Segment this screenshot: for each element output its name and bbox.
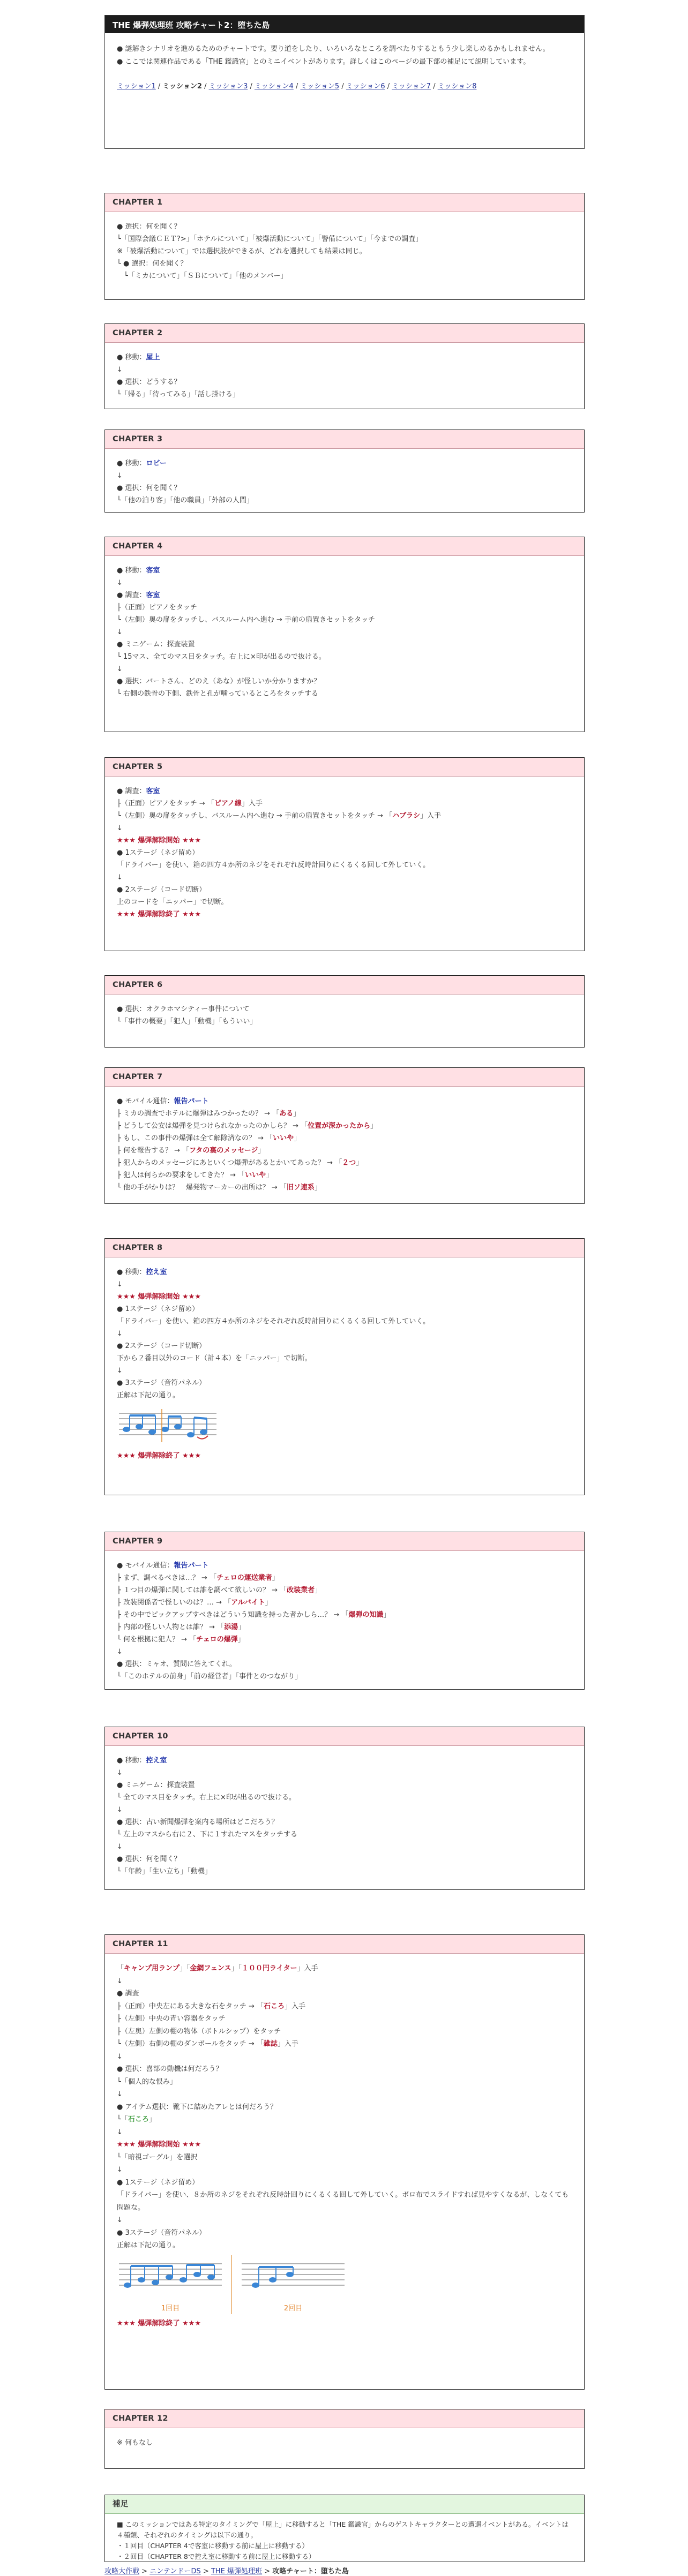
- chapter-line: ● 1ステージ（ネジ留め）: [117, 2178, 199, 2187]
- arrow: ↓: [117, 2128, 123, 2136]
- answer: いいや: [245, 1171, 266, 1179]
- text: ├ まず、調べるべきは…？ → 「: [117, 1574, 217, 1582]
- arrow: ↓: [117, 1330, 123, 1338]
- inv-target: 客室: [146, 787, 160, 795]
- text: 「: [117, 1964, 124, 1972]
- options-line: └「他の泊り客」「他の職員」「外部の人間」: [117, 496, 253, 504]
- chapter-5: [104, 757, 585, 951]
- defuse-start: ★★★ 爆弾解除開始 ★★★: [117, 2141, 201, 2149]
- breadcrumb-sep: >: [200, 2567, 211, 2575]
- move-label: ● 移動：: [117, 1757, 146, 1765]
- chapter-line: ● アイテム選択：靴下に詰めたアレとは何だろう？: [117, 2103, 278, 2111]
- breadcrumb-sep: >: [139, 2567, 150, 2575]
- move-label: ● 移動：: [117, 1268, 146, 1276]
- defuse-end: ★★★ 爆弾解除終了 ★★★: [117, 2319, 201, 2328]
- qa-line: [117, 1132, 572, 1144]
- breadcrumb-current: 攻略チャート：堕ちた島: [272, 2567, 349, 2575]
- chapter-title: CHAPTER 9: [105, 1532, 584, 1551]
- move-line: [117, 1754, 572, 1767]
- arrow: ↓: [117, 1648, 123, 1656]
- chapter-title: CHAPTER 10: [105, 1727, 584, 1746]
- chapter-2: [104, 323, 585, 409]
- mission-link[interactable]: ミッション8: [437, 82, 477, 91]
- chapter-line: ● 選択：ミャオ、質問に答えてくれ。: [117, 1660, 236, 1668]
- mobile-line: [117, 1560, 572, 1572]
- chapter-line: └「個人的な恨み」: [117, 2077, 177, 2086]
- answer: 位置が深かったから: [308, 1122, 371, 1130]
- chapter-line: └ 左上のマスから右に２、下に１すれたマスをタッチする: [117, 1831, 297, 1839]
- inv-line: [117, 589, 572, 601]
- chapter-7: [104, 1067, 585, 1204]
- arrow: ↓: [117, 1281, 123, 1289]
- text: 」: [265, 1599, 272, 1607]
- mission-nav: [117, 80, 572, 93]
- move-line: [117, 1266, 572, 1278]
- answer: アルバイト: [231, 1599, 265, 1607]
- inv-target: 客室: [146, 591, 160, 599]
- mob-target: 報告パート: [174, 1562, 209, 1570]
- text: ├ 改装関係者で怪しいのは？… → 「: [117, 1599, 231, 1607]
- chapter-line: └「暗視ゴーグル」を選択: [117, 2153, 198, 2161]
- music-notes-icon: [117, 1405, 219, 1448]
- mob-target: 報告パート: [174, 1097, 209, 1105]
- chapter-12: [104, 2409, 585, 2469]
- text: ├ １つ目の爆弾に関しては誰を調べて欲しいの？ → 「: [117, 1586, 287, 1594]
- mission-link[interactable]: ミッション5: [300, 82, 340, 91]
- answer: 爆弾の知識: [348, 1611, 384, 1619]
- chapter-line: ● 調査: [117, 1990, 139, 1998]
- text: 」: [294, 1134, 301, 1142]
- chapter-line: └「国際会議ＣＥＴ?>」「ホテルについて」「被爆活動について」「警備について」「今までの調査」: [117, 235, 423, 243]
- text: ├ 犯人からのメッセージにあといくつ爆弾があるとかいてあった？ → 「: [117, 1159, 342, 1167]
- text: 」: [258, 1147, 265, 1155]
- select-line: ● 選択：何を聞く？: [117, 484, 181, 492]
- music-staff-pair: [117, 2255, 572, 2315]
- chapter-line: └「ミカについて」「ＳＢについて」「他のメンバー」: [117, 272, 288, 280]
- chapter-line: └（左側）奥の扉をタッチし、バスルーム内へ進む → 手前の扇置きセットをタッチ: [117, 616, 375, 624]
- move-label: ● 移動：: [117, 353, 146, 361]
- music-notes-icon: [240, 2255, 347, 2298]
- text: └「: [117, 2115, 128, 2123]
- chapter-line: 「ドライバー」を使い、８か所のネジをそれぞれ反時計回りにくるくる回して外していく。ボロ布でスライドすれば見やすくなるが、しなくても問題な。: [117, 2191, 569, 2212]
- mission-link: ミッション2: [162, 82, 202, 91]
- arrow: ↓: [117, 2090, 123, 2098]
- chapter-line: ● ミニゲーム：探査装置: [117, 641, 195, 649]
- supplement-item: ・１回目（CHAPTER 4で客室に移動する前に屋上に移動する）: [117, 2542, 309, 2550]
- chapter-9: [104, 1532, 585, 1690]
- text: ├ どうして公安は爆弾を見つけられなかったのかしら？ → 「: [117, 1122, 308, 1130]
- chapter-line: [117, 2000, 572, 2013]
- mission-sep: /: [385, 82, 392, 91]
- answer: いいや: [273, 1134, 294, 1142]
- mob-label: ● モバイル通信：: [117, 1562, 174, 1570]
- intro-line-2: ● ここでは関連作品である「THE 鑑識官」とのミニイベントがあります。詳しくはこのページの最下部の補足にて説明しています。: [117, 58, 530, 66]
- mission-link[interactable]: ミッション3: [208, 82, 248, 91]
- intro-box: [104, 15, 585, 149]
- mission-sep: /: [293, 82, 301, 91]
- mission-link[interactable]: ミッション4: [255, 82, 294, 91]
- qa-line: [117, 1169, 572, 1181]
- staff-label-first: 1回目: [161, 2304, 180, 2313]
- chapter-line: └「このホテルの前身」「前の経営者」「事件とのつながり」: [117, 1673, 302, 1681]
- arrow: ↓: [117, 1977, 123, 1985]
- answer: ある: [279, 1110, 294, 1118]
- mission-link[interactable]: ミッション6: [346, 82, 385, 91]
- item-name: 雑誌: [263, 2040, 278, 2048]
- qa-line: [117, 1144, 572, 1157]
- arrow: ↓: [117, 1806, 123, 1814]
- chapter-line: [117, 810, 572, 822]
- chapter-line: ● 選択：古い新聞爆弾を案内る場所はどこだろう？: [117, 1818, 279, 1826]
- defuse-start: ★★★ 爆弾解除開始 ★★★: [117, 1293, 201, 1301]
- text: ├ その中でピックアップすべきはどういう知識を持った者かしら…？ → 「: [117, 1611, 349, 1619]
- answer: ２つ: [342, 1159, 356, 1167]
- move-target: 控え室: [146, 1757, 167, 1765]
- chapter-title: CHAPTER 1: [105, 193, 584, 212]
- mission-sep: /: [431, 82, 438, 91]
- qa-line: [117, 1181, 572, 1194]
- arrow: ↓: [117, 628, 123, 636]
- move-target: 客室: [146, 567, 160, 575]
- text: ├ 何を報告する？ → 「: [117, 1147, 190, 1155]
- chapter-line: └「年齢」「生い立ち」「動機」: [117, 1867, 212, 1875]
- chapter-title: CHAPTER 3: [105, 430, 584, 449]
- chapter-line: ● 選択：何を聞く？: [117, 223, 181, 231]
- item-name: 石ころ: [263, 2002, 285, 2010]
- qa-line: [117, 1609, 572, 1621]
- chapter-8: [104, 1238, 585, 1495]
- mobile-line: [117, 1095, 572, 1108]
- chapter-title: CHAPTER 8: [105, 1239, 584, 1257]
- chapter-line: ├（左奥）左側の棚の物体（ボトルシップ）をタッチ: [117, 2027, 281, 2036]
- move-target: ロビー: [146, 460, 167, 468]
- chapter-title: CHAPTER 7: [105, 1068, 584, 1087]
- text: ├ ミカの調査でホテルに爆弾はみつかったの？ → 「: [117, 1110, 280, 1118]
- move-target: 屋上: [146, 353, 160, 361]
- mission-sep: /: [339, 82, 346, 91]
- chapter-line: 正解は下記の通り。: [117, 2241, 180, 2249]
- supplement-box: [104, 2495, 585, 2562]
- chapter-line: ● 2ステージ（コード切断）: [117, 1342, 206, 1350]
- chapter-line: 正解は下記の通り。: [117, 1391, 180, 1399]
- chapter-line: 「ドライバー」を使い、箱の四方４か所のネジをそれぞれ反時計回りにくるくる回して外していく。: [117, 861, 430, 869]
- arrow: ↓: [117, 1769, 123, 1777]
- answer: 改装業者: [287, 1586, 315, 1594]
- arrow: ↓: [117, 1367, 123, 1375]
- music-staff-image: [117, 1405, 572, 1448]
- answer: フタの裏のメッセージ: [189, 1147, 258, 1155]
- move-label: ● 移動：: [117, 460, 146, 468]
- defuse-end: ★★★ 爆弾解除終了 ★★★: [117, 1452, 201, 1460]
- music-notes-icon: [117, 2255, 224, 2298]
- page-title: THE 爆弾処理班 攻略チャート2：堕ちた島: [105, 16, 584, 33]
- chapter-line: 上のコードを「ニッパー」で切断。: [117, 898, 228, 906]
- arrow: ↓: [117, 2052, 123, 2061]
- chapter-3: [104, 430, 585, 513]
- chapter-line: ● 選択：喜部の動機は何だろう？: [117, 2065, 223, 2073]
- qa-line: [117, 1596, 572, 1609]
- chapter-6: [104, 975, 585, 1048]
- chapter-line: 「ドライバー」を使い、箱の四方４か所のネジをそれぞれ反時計回りにくるくる回して外していく。: [117, 1317, 430, 1325]
- text: 」: [383, 1611, 391, 1619]
- text: 」: [237, 1636, 245, 1644]
- get-line: [117, 1962, 572, 1975]
- text: ├（正面）中央左にある大きな石をタッチ → 「: [117, 2002, 264, 2010]
- text: ├ もし、この事件の爆弾は全て解除済なの？ → 「: [117, 1134, 273, 1142]
- divider: [231, 2255, 232, 2314]
- answer: 添湯: [224, 1623, 238, 1631]
- text: 」: [315, 1586, 322, 1594]
- item-name: ピアノ線: [214, 800, 242, 808]
- text: 」: [356, 1159, 363, 1167]
- qa-line: [117, 1108, 572, 1120]
- supplement-title: 補足: [105, 2495, 584, 2514]
- mob-label: ● モバイル通信：: [117, 1097, 174, 1105]
- breadcrumb-link[interactable]: ニンテンドーDS: [149, 2567, 201, 2575]
- mission-link[interactable]: ミッション1: [117, 82, 156, 91]
- chapter-line: [117, 797, 572, 810]
- breadcrumb-sep: >: [262, 2567, 273, 2575]
- item-name: ハブラシ: [392, 812, 421, 820]
- answer: チェロの爆弾: [196, 1636, 238, 1644]
- defuse-start: ★★★ 爆弾解除開始 ★★★: [117, 837, 201, 845]
- chapter-4: [104, 537, 585, 732]
- mission-sep: /: [248, 82, 255, 91]
- supplement-item: ・２回目（CHAPTER 8で控え室に移動する前に屋上に移動する）: [117, 2552, 316, 2560]
- chapter-line: └「事件の概要」「犯人」「動機」「もういい」: [117, 1018, 257, 1026]
- item-name: キャンプ用ランプ: [124, 1964, 180, 1972]
- chapter-line: [117, 2113, 572, 2126]
- chapter-line: ● 3ステージ（音符パネル）: [117, 2228, 206, 2237]
- move-line: [117, 351, 572, 364]
- text: 」「: [231, 1964, 242, 1972]
- arrow: ↓: [117, 2166, 123, 2174]
- qa-line: [117, 1572, 572, 1584]
- item-name: 金網フェンス: [190, 1964, 231, 1972]
- text: └（左側）奥の扉をタッチし、バスルーム内へ進む → 手前の扇置きセットをタッチ → 「: [117, 812, 393, 820]
- breadcrumb-link[interactable]: THE 爆弾処理班: [211, 2567, 263, 2575]
- staff-first: [117, 2255, 224, 2315]
- answer: 旧ソ連系: [286, 1184, 315, 1192]
- text: 」: [272, 1574, 279, 1582]
- qa-line: [117, 1157, 572, 1169]
- move-line: [117, 457, 572, 470]
- intro-line-1: ● 謎解きシナリオを進めるためのチャートです。要り道をしたり、いろいろなところを調べたりするともう少し楽しめるかもしれません。: [117, 45, 550, 53]
- text: └ 他の手がかりは？ 爆発物マーカーの出所は？ → 「: [117, 1184, 287, 1192]
- chapter-10: [104, 1727, 585, 1890]
- chapter-title: CHAPTER 2: [105, 324, 584, 343]
- chapter-line: [117, 2038, 572, 2051]
- chapter-line: ※ 何もなし: [117, 2439, 153, 2447]
- chapter-line: ● 1ステージ（ネジ留め）: [117, 849, 199, 857]
- mission-sep: /: [201, 82, 209, 91]
- chapter-title: CHAPTER 5: [105, 758, 584, 777]
- text: 」入手: [297, 1964, 318, 1972]
- arrow: ↓: [117, 824, 123, 832]
- inv-line: [117, 785, 572, 797]
- text: 」入手: [285, 2002, 306, 2010]
- staff-label-second: 2回目: [283, 2304, 303, 2313]
- arrow: ↓: [117, 1843, 123, 1851]
- text: └（左側）右側の棚のダンボールをタッチ → 「: [117, 2040, 264, 2048]
- answer: チェロの運送業者: [216, 1574, 272, 1582]
- text: 」: [148, 2115, 156, 2123]
- breadcrumb: [104, 2565, 349, 2575]
- text: 」: [266, 1171, 273, 1179]
- qa-line: [117, 1120, 572, 1132]
- chapter-line: 下から２番目以外のコード（計４本）を「ニッパー」で切断。: [117, 1354, 312, 1362]
- chapter-line: ● 3ステージ（音符パネル）: [117, 1379, 206, 1387]
- text: ├（正面）ピアノをタッチ → 「: [117, 800, 214, 808]
- item-name: 石ころ: [128, 2115, 149, 2123]
- text: ├ 犯人は何らかの要求をしてきた？ → 「: [117, 1171, 245, 1179]
- item-name: １００円ライター: [242, 1964, 297, 1972]
- select-line: ● 選択：どうする？: [117, 378, 181, 386]
- staff-second: [240, 2255, 347, 2315]
- text: 」: [370, 1122, 378, 1130]
- chapter-line: ● 1ステージ（ネジ留め）: [117, 1305, 199, 1313]
- inv-label: ● 調査：: [117, 591, 146, 599]
- chapter-title: CHAPTER 11: [105, 1935, 584, 1954]
- qa-line: [117, 1621, 572, 1633]
- supplement-line: ■ このミッションではある特定のタイミングで「屋上」に移動すると「THE 鑑識官」からのゲストキャラクターとの遭遇イベントがある。イベントは４種類、それぞれのタイミングは以下の通り。: [117, 2520, 569, 2539]
- chapter-line: ● ミニゲーム：探査装置: [117, 1781, 195, 1789]
- text: 」入手: [241, 800, 263, 808]
- chapter-title: CHAPTER 6: [105, 976, 584, 995]
- chapter-title: CHAPTER 12: [105, 2409, 584, 2428]
- chapter-1: [104, 193, 585, 300]
- defuse-end: ★★★ 爆弾解除終了 ★★★: [117, 910, 201, 918]
- chapter-line: ● 選択：オクラホマシティー事件について: [117, 1005, 250, 1013]
- chapter-line: ├（正面）ピアノをタッチ: [117, 604, 197, 612]
- chapter-line: └ ● 選択：何を聞く？: [117, 260, 188, 268]
- chapter-line: ● 2ステージ（コード切断）: [117, 886, 206, 894]
- chapter-title: CHAPTER 4: [105, 537, 584, 556]
- arrow: ↓: [117, 2216, 123, 2224]
- move-target: 控え室: [146, 1268, 167, 1276]
- text: └ 何を根拠に犯人？ → 「: [117, 1636, 197, 1644]
- text: 」入手: [420, 812, 442, 820]
- inv-label: ● 調査：: [117, 787, 146, 795]
- chapter-line: └ 15マス、全てのマス目をタッチ。右上に×印が出るので抜ける。: [117, 653, 326, 661]
- text: 」「: [180, 1964, 190, 1972]
- mission-link[interactable]: ミッション7: [392, 82, 431, 91]
- options-line: └「帰る」「待ってみる」「話し掛ける」: [117, 390, 240, 398]
- arrow: ↓: [117, 873, 123, 882]
- arrow: ↓: [117, 665, 123, 673]
- text: 」入手: [277, 2040, 298, 2048]
- chapter-line: ● 選択：何を聞く？: [117, 1855, 181, 1863]
- chapter-line: └ 全てのマス目をタッチ。右上に×印が出るので抜ける。: [117, 1794, 296, 1802]
- chapter-line: ● 選択：バートさん、どのえ（あな）が怪しいか分かりますか？: [117, 677, 321, 686]
- move-label: ● 移動：: [117, 567, 146, 575]
- qa-line: [117, 1584, 572, 1596]
- chapter-line: ※「被爆活動について」では選択肢ができるが、どれを選択しても結果は同じ。: [117, 247, 367, 255]
- breadcrumb-link[interactable]: 攻略大作戦: [104, 2567, 140, 2575]
- mission-sep: /: [155, 82, 163, 91]
- text: 」: [238, 1623, 245, 1631]
- chapter-11: [104, 1934, 585, 2390]
- arrow: ↓: [117, 472, 123, 480]
- text: 」: [293, 1110, 301, 1118]
- text: 」: [314, 1184, 321, 1192]
- move-line: [117, 564, 572, 577]
- arrow: ↓: [117, 366, 123, 374]
- chapter-line: ├（左側）中央の青い容器をタッチ: [117, 2015, 226, 2023]
- text: ├ 内部の怪しい人物とは誰？ → 「: [117, 1623, 225, 1631]
- chapter-line: └ 右側の鉄骨の下側、鉄骨と孔が噛っているところをタッチする: [117, 690, 318, 698]
- qa-line: [117, 1633, 572, 1646]
- arrow: ↓: [117, 579, 123, 587]
